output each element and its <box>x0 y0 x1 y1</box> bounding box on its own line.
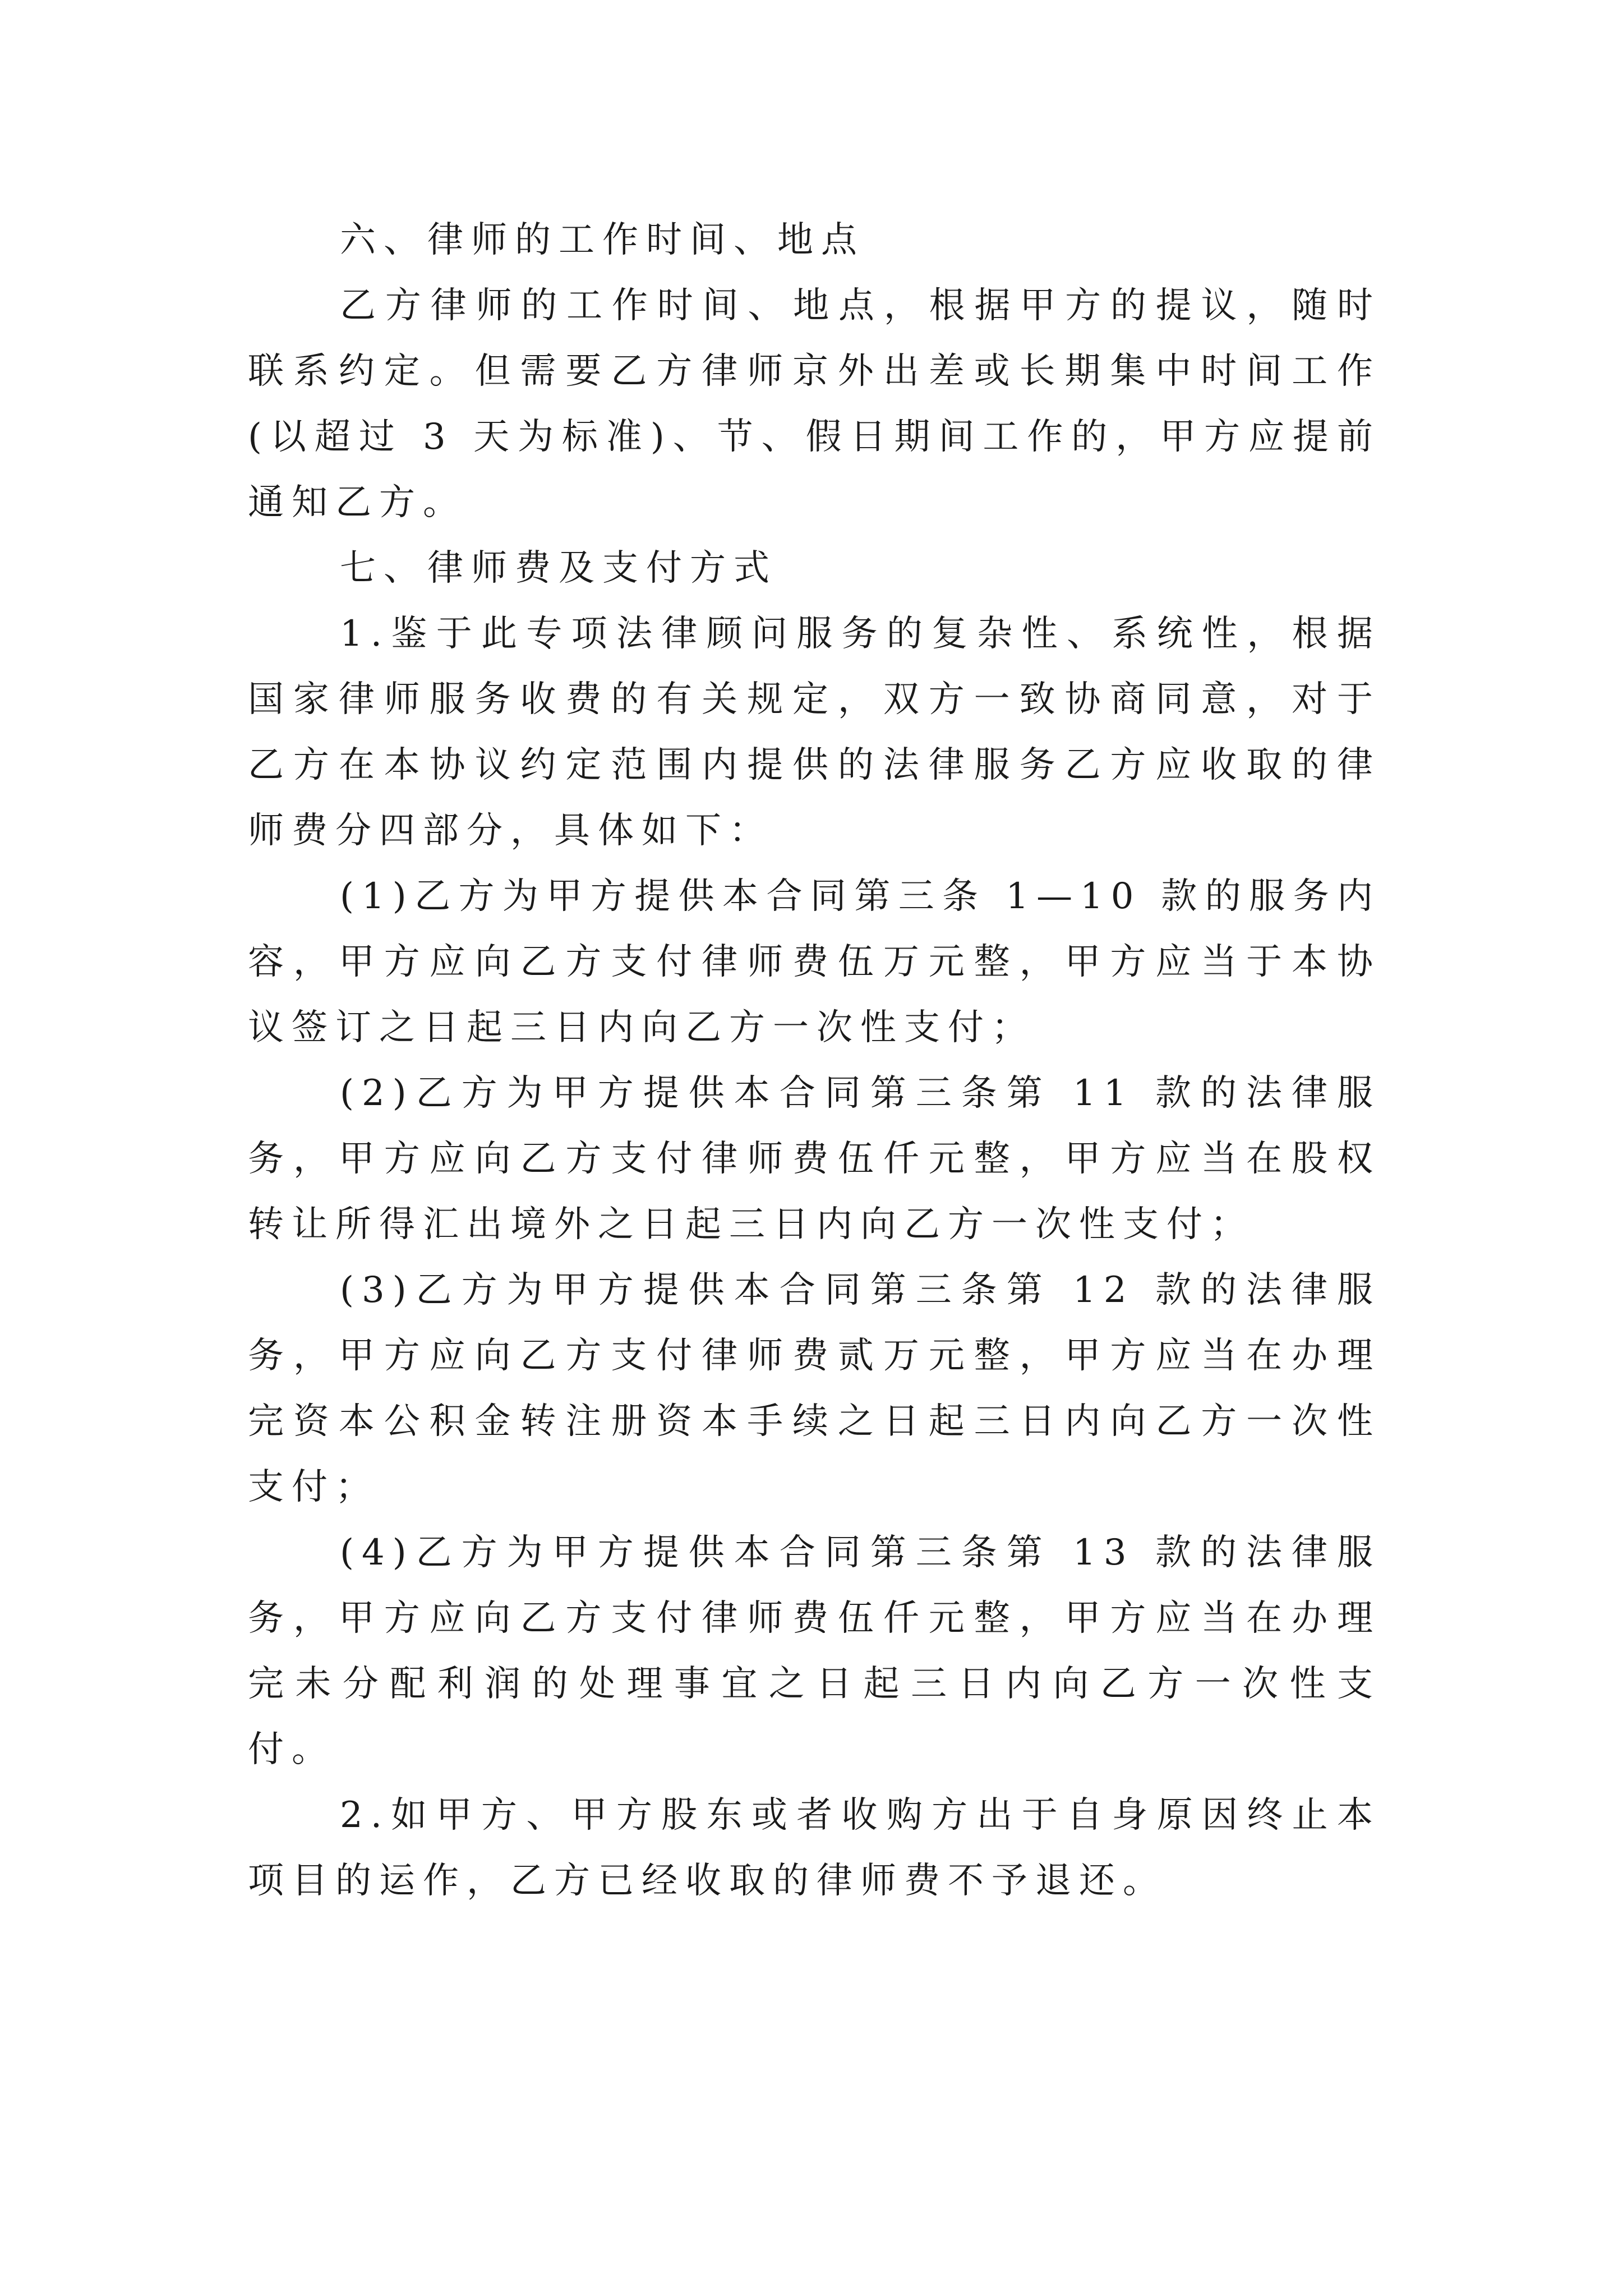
section-heading-lawyer-fees: 七、律师费及支付方式 <box>340 547 777 589</box>
section-heading-work-time-place: 六、律师的工作时间、地点 <box>340 219 865 261</box>
paragraph-fee-item-2: 2.如甲方、甲方股东或者收购方出于自身原因终止本项目的运作，乙方已经收取的律师费不予退还。 <box>248 1795 1381 1902</box>
document-page <box>248 208 1381 1914</box>
paragraph-fee-sub-3: (3)乙方为甲方提供本合同第三条第 12 款的法律服务，甲方应向乙方支付律师费贰万元整，甲方应当在办理完资本公积金转注册资本手续之日起三日内向乙方一次性支付； <box>248 1269 1381 1508</box>
paragraph-fee-sub-2: (2)乙方为甲方提供本合同第三条第 11 款的法律服务，甲方应向乙方支付律师费伍仟元整，甲方应当在股权转让所得汇出境外之日起三日内向乙方一次性支付； <box>248 1073 1381 1245</box>
paragraph-fee-item-1: 1.鉴于此专项法律顾问服务的复杂性、系统性，根据国家律师服务收费的有关规定，双方一致协商同意，对于乙方在本协议约定范围内提供的法律服务乙方应收取的律师费分四部分，具体如下： <box>248 613 1381 852</box>
paragraph-fee-sub-4: (4)乙方为甲方提供本合同第三条第 13 款的法律服务，甲方应向乙方支付律师费伍仟元整，甲方应当在办理完未分配利润的处理事宜之日起三日内向乙方一次性支付。 <box>248 1532 1381 1770</box>
paragraph-fee-sub-1: (1)乙方为甲方提供本合同第三条 1—10 款的服务内容，甲方应向乙方支付律师费伍万元整，甲方应当于本协议签订之日起三日内向乙方一次性支付； <box>248 876 1381 1048</box>
paragraph-work-time-place: 乙方律师的工作时间、地点，根据甲方的提议，随时联系约定。但需要乙方律师京外出差或长期集中时间工作(以超过 3 天为标准)、节、假日期间工作的，甲方应提前通知乙方。 <box>248 285 1381 523</box>
